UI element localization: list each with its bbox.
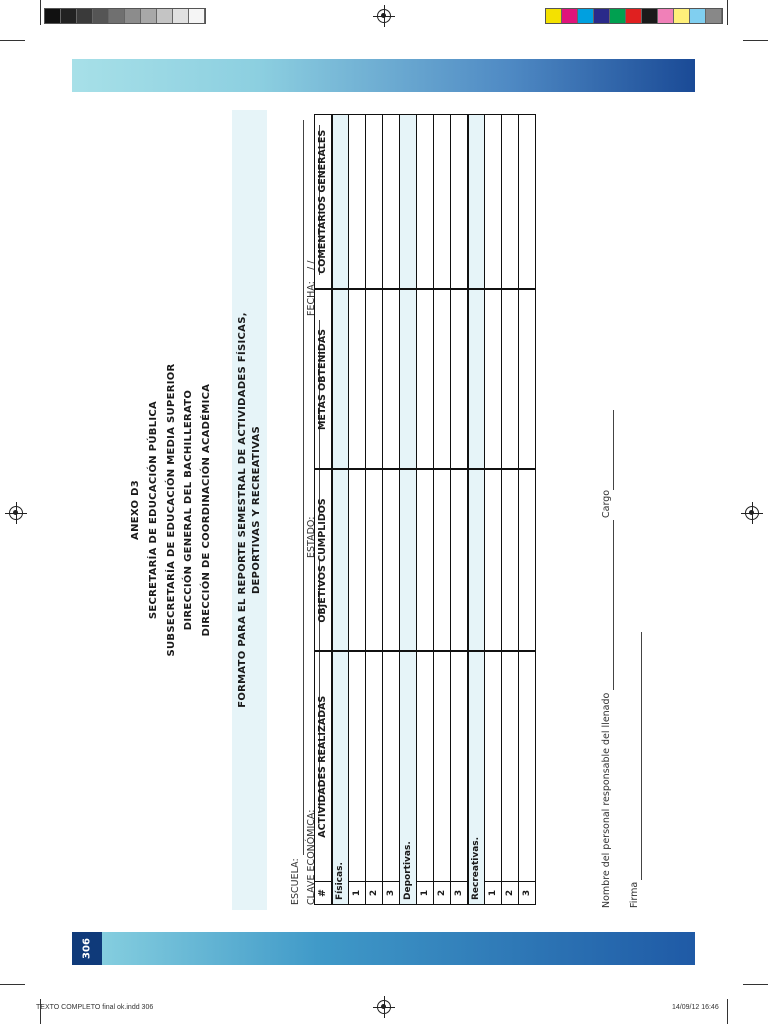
header-metas: METAS OBTENIDAS [315,290,332,470]
form-page [130,110,768,910]
table-row: 1 [417,115,434,905]
cargo-label: Cargo [601,489,612,518]
escuela-line[interactable] [303,120,304,855]
nombre-line[interactable] [613,520,614,690]
form-title-line-1: FORMATO PARA EL REPORTE SEMESTRAL DE ACTIVIDADES FÍSICAS, [237,312,248,708]
category-row [332,115,349,905]
footer-date: 14/09/12 16:46 [672,1004,719,1011]
header-band [72,59,695,92]
cmyk-color-bar [545,8,723,24]
category-label: Físicas. [332,652,349,905]
escuela-label: ESCUELA: [290,858,301,905]
crop-mark [40,0,41,25]
category-row [468,115,485,905]
table-row: 1 [349,115,366,905]
firma-label: Firma [629,881,640,908]
registration-mark-icon [377,1000,391,1014]
crop-mark [40,999,41,1024]
registration-mark-icon [9,506,23,520]
annex-line-2: SUBSECRETARÍA DE EDUCACIÓN MEDIA SUPERIOR [166,363,177,657]
crop-mark [0,984,25,985]
page-number: 306 [81,938,93,959]
firma-line[interactable] [641,632,642,880]
footer-filename: TEXTO COMPLETO final ok.indd 306 [36,1004,154,1011]
clave-label: CLAVE ECONÓMICA: [306,809,317,905]
registration-mark-icon [377,9,391,23]
nombre-label: Nombre del personal responsable del llenado [601,692,612,908]
fecha-field[interactable]: / / [306,260,317,270]
header-objetivos: OBJETIVOS CUMPLIDOS [315,470,332,652]
header-number: # [315,882,332,905]
footer-band [72,932,695,965]
crop-mark [727,999,728,1024]
activities-table [314,114,536,905]
annex-line-4: DIRECCIÓN DE COORDINACIÓN ACADÉMICA [201,383,212,637]
fecha-label: FECHA: [306,281,317,316]
grayscale-color-bar [44,8,206,24]
annex-line-1: SECRETARÍA DE EDUCACIÓN PÚBLICA [148,400,159,620]
estado-label: ESTADO: [306,516,317,558]
crop-mark [0,40,25,41]
cargo-line[interactable] [613,410,614,490]
annex-heading: ANEXO D3 [130,480,141,540]
table-row: 1 [485,115,502,905]
form-title-line-2: DEPORTIVAS Y RECREATIVAS [251,425,262,595]
crop-mark [743,984,768,985]
table-row: 2 [502,115,519,905]
category-label: Recreativas. [468,652,485,905]
table-header-row [315,115,332,905]
category-row [400,115,417,905]
header-comentarios: COMENTARIOS GENERALES [315,115,332,290]
table-row: 2 [434,115,451,905]
table-row: 3 [519,115,536,905]
crop-mark [743,40,768,41]
crop-mark [727,0,728,25]
table-row: 3 [383,115,400,905]
table-row: 2 [366,115,383,905]
table-row: 3 [451,115,468,905]
category-label: Deportivas. [400,652,417,905]
annex-line-3: DIRECCIÓN GENERAL DEL BACHILLERATO [183,389,194,631]
header-actividades: ACTIVIDADES REALIZADAS [315,652,332,882]
